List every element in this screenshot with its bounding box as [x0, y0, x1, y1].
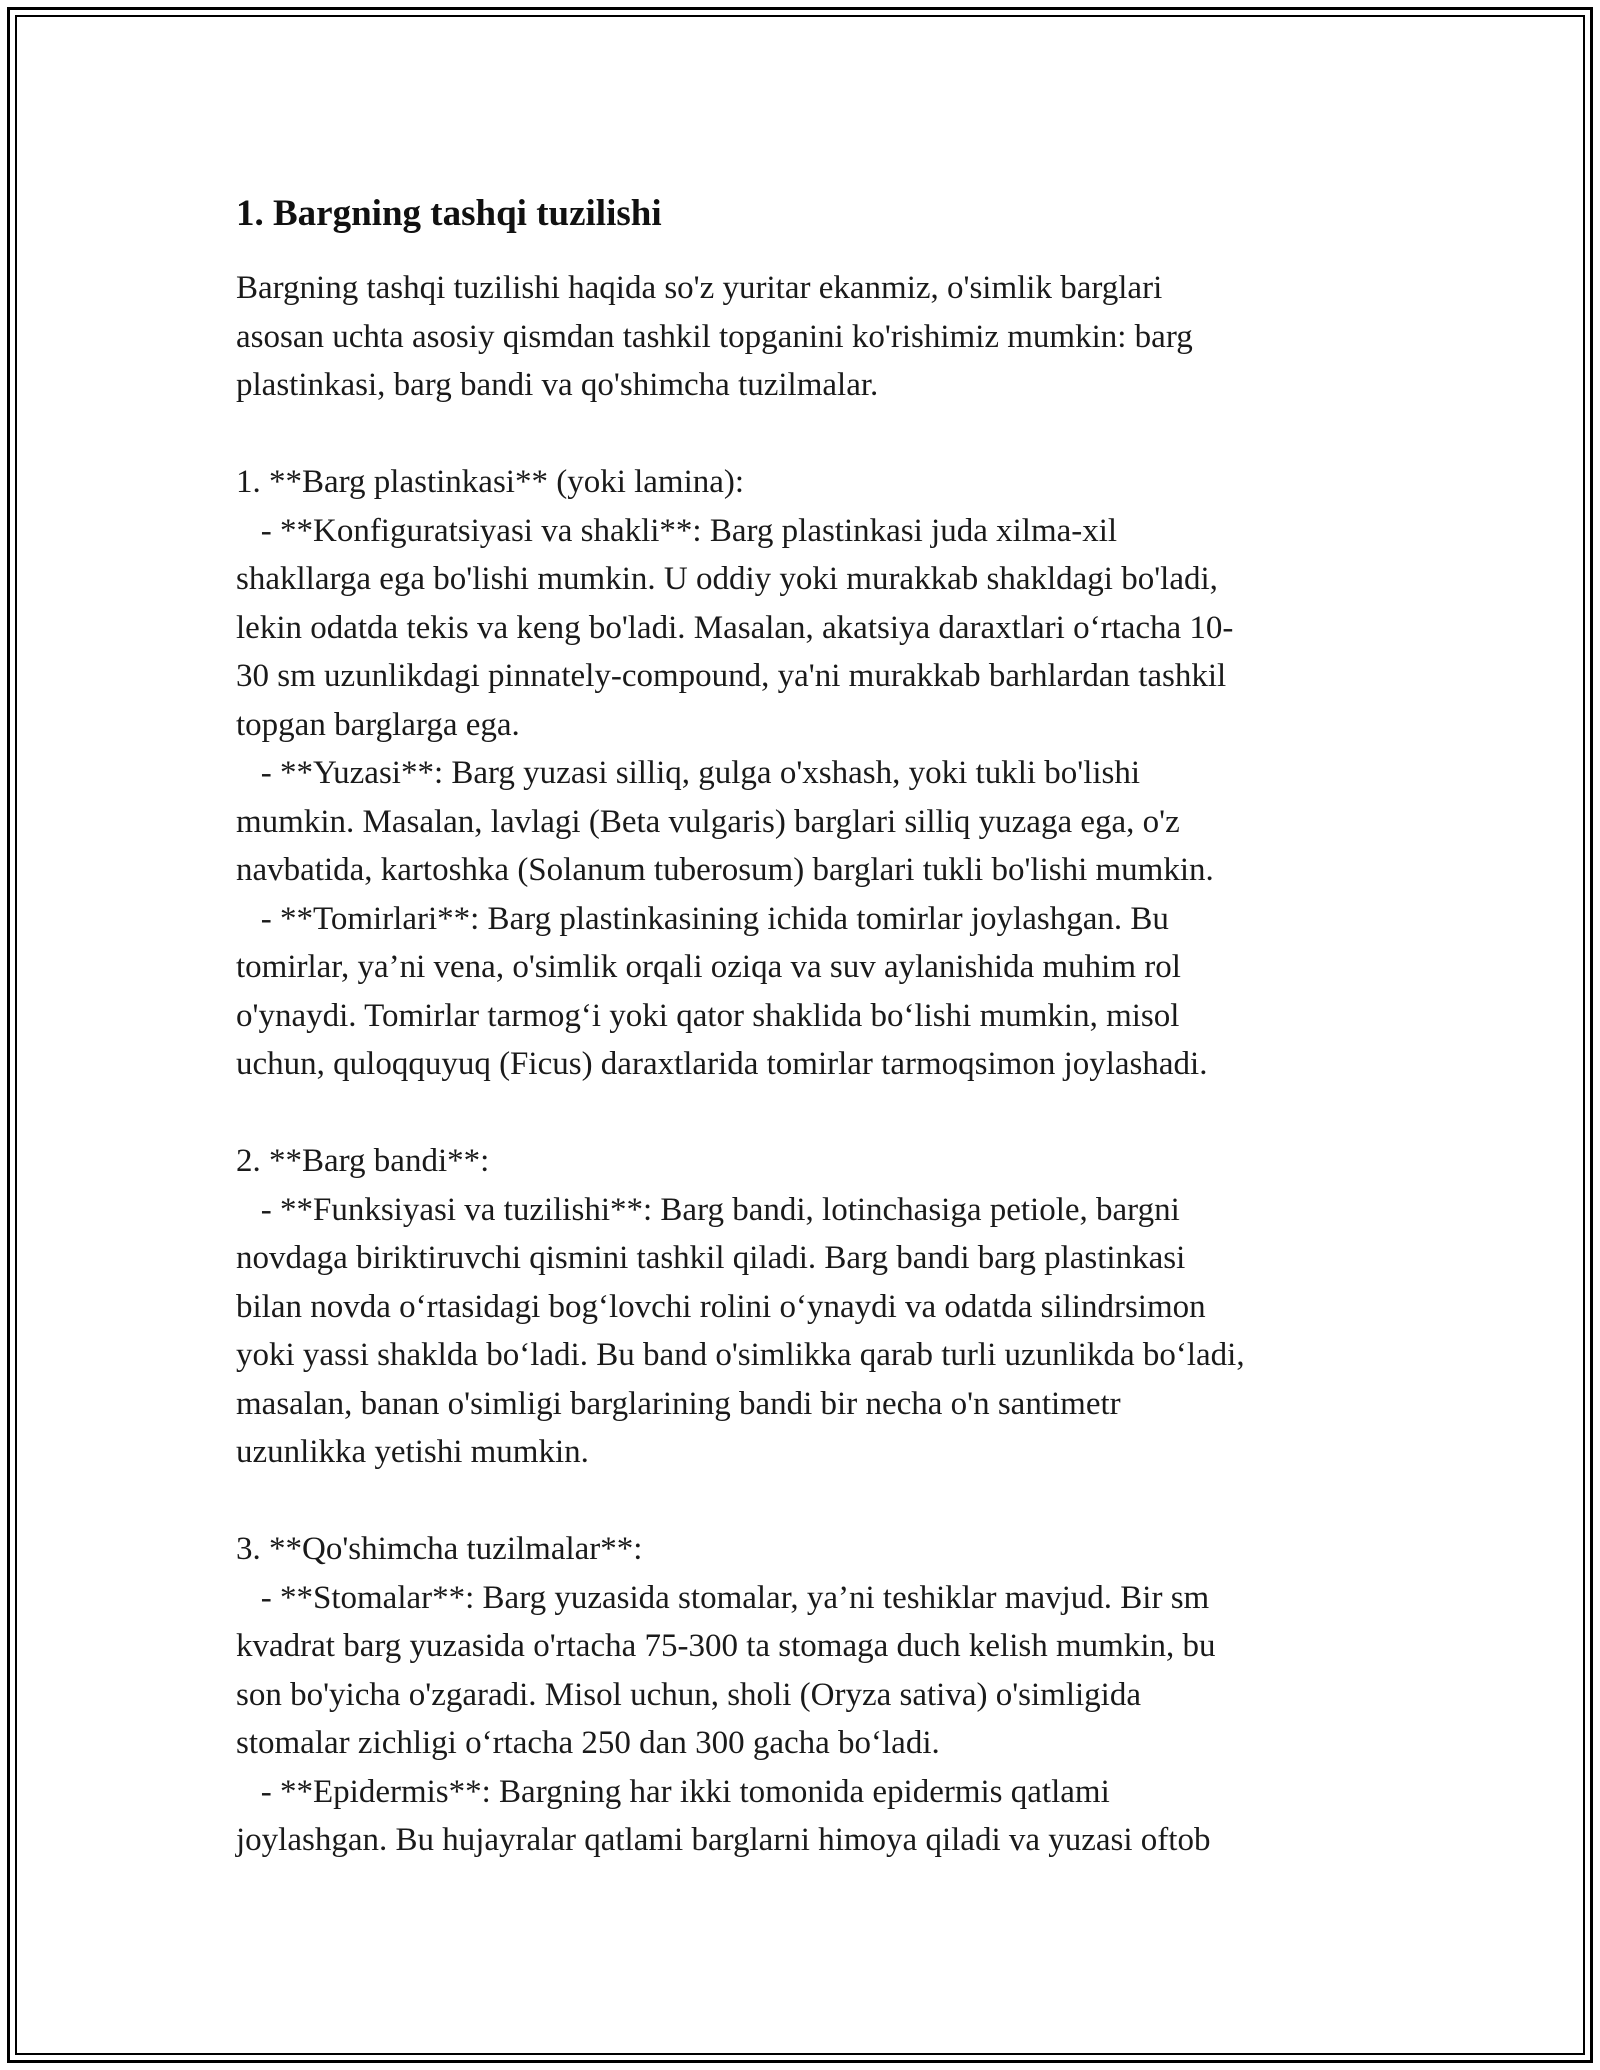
text-line: - **Stomalar**: Barg yuzasida stomalar, ya’ni teshiklar mavjud. Bir sm	[236, 1579, 1210, 1616]
blank-line	[236, 1477, 1366, 1526]
text-line: joylashgan. Bu hujayralar qatlami barglarni himoya qiladi va yuzasi oftob	[236, 1822, 1211, 1858]
text-line: uzunlikka yetishi mumkin.	[236, 1434, 589, 1470]
text-line: 1. **Barg plastinkasi** (yoki lamina):	[236, 464, 745, 500]
text-line: 30 sm uzunlikdagi pinnately-compound, ya'ni murakkab barhlardan tashkil	[236, 658, 1227, 694]
text-line: novdaga biriktiruvchi qismini tashkil qiladi. Barg bandi barg plastinkasi	[236, 1240, 1186, 1276]
text-line: o'ynaydi. Tomirlar tarmog‘i yoki qator shaklida bo‘lishi mumkin, misol	[236, 997, 1180, 1034]
text-line: - **Epidermis**: Bargning har ikki tomonida epidermis qatlami	[236, 1773, 1110, 1810]
text-line: - **Tomirlari**: Barg plastinkasining ichida tomirlar joylashgan. Bu	[236, 900, 1169, 937]
text-line: kvadrat barg yuzasida o'rtacha 75-300 ta stomaga duch kelish mumkin, bu	[236, 1628, 1216, 1664]
text-line: topgan barglarga ega.	[236, 706, 520, 743]
blank-line	[236, 410, 1366, 459]
text-line: - **Yuzasi**: Barg yuzasi silliq, gulga o'xshash, yoki tukli bo'lishi	[236, 755, 1141, 791]
text-line: asosan uchta asosiy qismdan tashkil topganini ko'rishimiz mumkin: barg	[236, 318, 1193, 355]
text-line: plastinkasi, barg bandi va qo'shimcha tuzilmalar.	[236, 367, 879, 403]
text-line: - **Konfiguratsiyasi va shakli**: Barg plastinkasi juda xilma-xil	[236, 512, 1118, 549]
blank-line	[236, 1089, 1366, 1138]
text-line: uchun, quloqquyuq (Ficus) daraxtlarida tomirlar tarmoqsimon joylashadi.	[236, 1046, 1208, 1082]
text-line: 3. **Qo'shimcha tuzilmalar**:	[236, 1531, 643, 1567]
text-line: lekin odatda tekis va keng bo'ladi. Masalan, akatsiya daraxtlari o‘rtacha 10-	[236, 609, 1234, 646]
text-line: mumkin. Masalan, lavlagi (Beta vulgaris) barglari silliq yuzaga ega, o'z	[236, 803, 1180, 840]
text-line: son bo'yicha o'zgaradi. Misol uchun, sholi (Oryza sativa) o'simligida	[236, 1676, 1141, 1713]
text-line: masalan, banan o'simligi barglarining bandi bir necha o'n santimetr	[236, 1385, 1121, 1422]
text-line: - **Funksiyasi va tuzilishi**: Barg bandi, lotinchasiga petiole, bargni	[236, 1191, 1180, 1228]
section-heading: 1. Bargning tashqi tuzilishi	[236, 193, 662, 234]
text-line: stomalar zichligi o‘rtacha 250 dan 300 gacha bo‘ladi.	[236, 1725, 940, 1761]
text-line: Bargning tashqi tuzilishi haqida so'z yuritar ekanmiz, o'simlik barglari	[236, 270, 1163, 306]
text-line: 2. **Barg bandi**:	[236, 1143, 490, 1179]
paragraph-text	[236, 264, 1366, 1865]
text-line: bilan novda o‘rtasidagi bog‘lovchi rolini o‘ynaydi va odatda silindrsimon	[236, 1288, 1206, 1325]
text-line: tomirlar, ya’ni vena, o'simlik orqali oziqa va suv aylanishida muhim rol	[236, 949, 1181, 985]
text-line: shakllarga ega bo'lishi mumkin. U oddiy yoki murakkab shakldagi bo'ladi,	[236, 561, 1218, 597]
text-line: navbatida, kartoshka (Solanum tuberosum) barglari tukli bo'lishi mumkin.	[236, 852, 1214, 888]
text-line: yoki yassi shaklda bo‘ladi. Bu band o'simlikka qarab turli uzunlikda bo‘ladi,	[236, 1337, 1245, 1373]
document-body	[236, 188, 1366, 1865]
